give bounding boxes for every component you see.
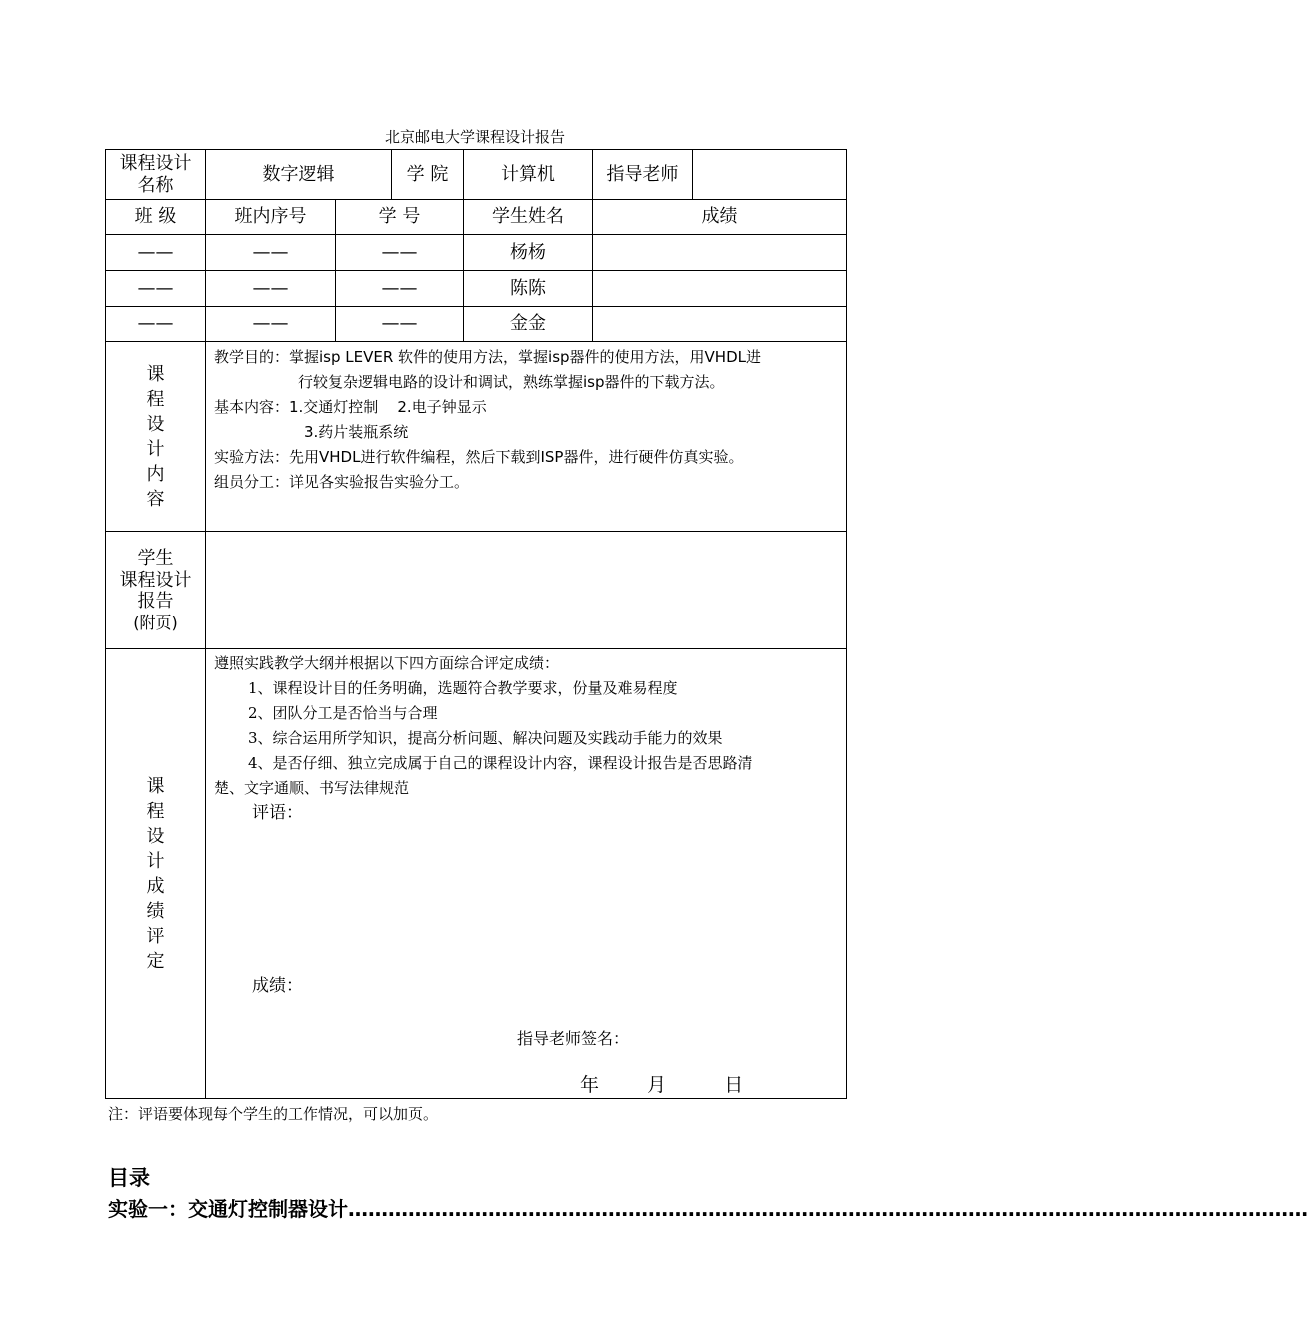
teacher-label: 指导老师 [593,150,693,200]
eval-section-body [206,649,847,1099]
eval-row [106,649,847,1099]
content-section-body [206,342,847,532]
eval-item: 1、课程设计目的任务明确，选题符合教学要求，份量及难易程度 [248,679,678,697]
teacher-value [693,150,847,200]
eval-item: 3、综合运用所学知识，提高分析问题、解决问题及实践动手能力的效果 [248,729,723,747]
eval-section-label: 课 程 设 计 成 绩 评 定 [106,649,206,1099]
date-day: 日 [724,1074,744,1096]
signature-label: 指导老师签名： [517,1029,630,1048]
student-name: 金金 [464,307,593,342]
footnote: 注：评语要体现每个学生的工作情况，可以加页。 [108,1105,439,1123]
content-line: 教学目的：掌握isp LEVER 软件的使用方法，掌握isp器件的使用方法，用VHDL进 [214,348,761,366]
eval-item: 楚、文字通顺、书写法律规范 [214,779,410,797]
student-id: —— [336,271,464,307]
toc-leader-dots: ……………………………………………………………………………………………………………………………… [348,1197,1308,1221]
content-row [106,342,847,532]
student-seq: —— [206,307,336,342]
student-class: —— [106,235,206,271]
signature-date [580,1073,743,1098]
table-row [106,271,847,307]
eval-item: 2、团队分工是否恰当与合理 [248,704,438,722]
course-report-table [105,149,847,1099]
date-year: 年 [580,1074,600,1096]
content-line: 3.药片装瓶系统 [304,423,409,441]
course-name-label: 课程设计 名称 [106,150,206,200]
content-line: 行较复杂逻辑电路的设计和调试，熟练掌握isp器件的下载方法。 [298,373,725,391]
report-section-label: 学生 课程设计 报告 (附页) [106,532,206,649]
student-id: —— [336,307,464,342]
student-class: —— [106,271,206,307]
course-name-value: 数字逻辑 [206,150,392,200]
col-class: 班 级 [106,200,206,235]
student-seq: —— [206,271,336,307]
report-caption: 北京邮电大学课程设计报告 [384,128,565,146]
date-month: 月 [647,1074,667,1096]
toc-title: 目录 [108,1166,150,1190]
table-row [106,307,847,342]
col-id: 学 号 [336,200,464,235]
content-line: 基本内容：1.交通灯控制 2.电子钟显示 [214,398,487,416]
student-grade [593,235,847,271]
content-line: 实验方法：先用VHDL进行软件编程，然后下载到ISP器件，进行硬件仿真实验。 [214,448,744,466]
student-grade [593,271,847,307]
eval-item: 4、是否仔细、独立完成属于自己的课程设计内容，课程设计报告是否思路清 [248,754,753,772]
eval-intro: 遵照实践教学大纲并根据以下四方面综合评定成绩： [214,654,560,672]
col-name: 学生姓名 [464,200,593,235]
toc-entry-label: 实验一：交通灯控制器设计 [108,1197,348,1221]
student-name: 杨杨 [464,235,593,271]
col-grade: 成绩 [593,200,847,235]
student-id: —— [336,235,464,271]
report-section-body [206,532,847,649]
col-seq: 班内序号 [206,200,336,235]
student-seq: —— [206,235,336,271]
grade-label: 成绩： [252,976,303,996]
header-row [106,150,847,200]
report-row [106,532,847,649]
comment-label: 评语： [252,803,303,823]
student-grade [593,307,847,342]
content-section-label: 课 程 设 计 内 容 [106,342,206,532]
student-name: 陈陈 [464,271,593,307]
column-header-row [106,200,847,235]
table-row [106,235,847,271]
content-line: 组员分工：详见各实验报告实验分工。 [214,473,470,491]
student-class: —— [106,307,206,342]
school-value: 计算机 [464,150,593,200]
school-label: 学 院 [392,150,464,200]
toc-entry[interactable] [108,1193,1308,1222]
